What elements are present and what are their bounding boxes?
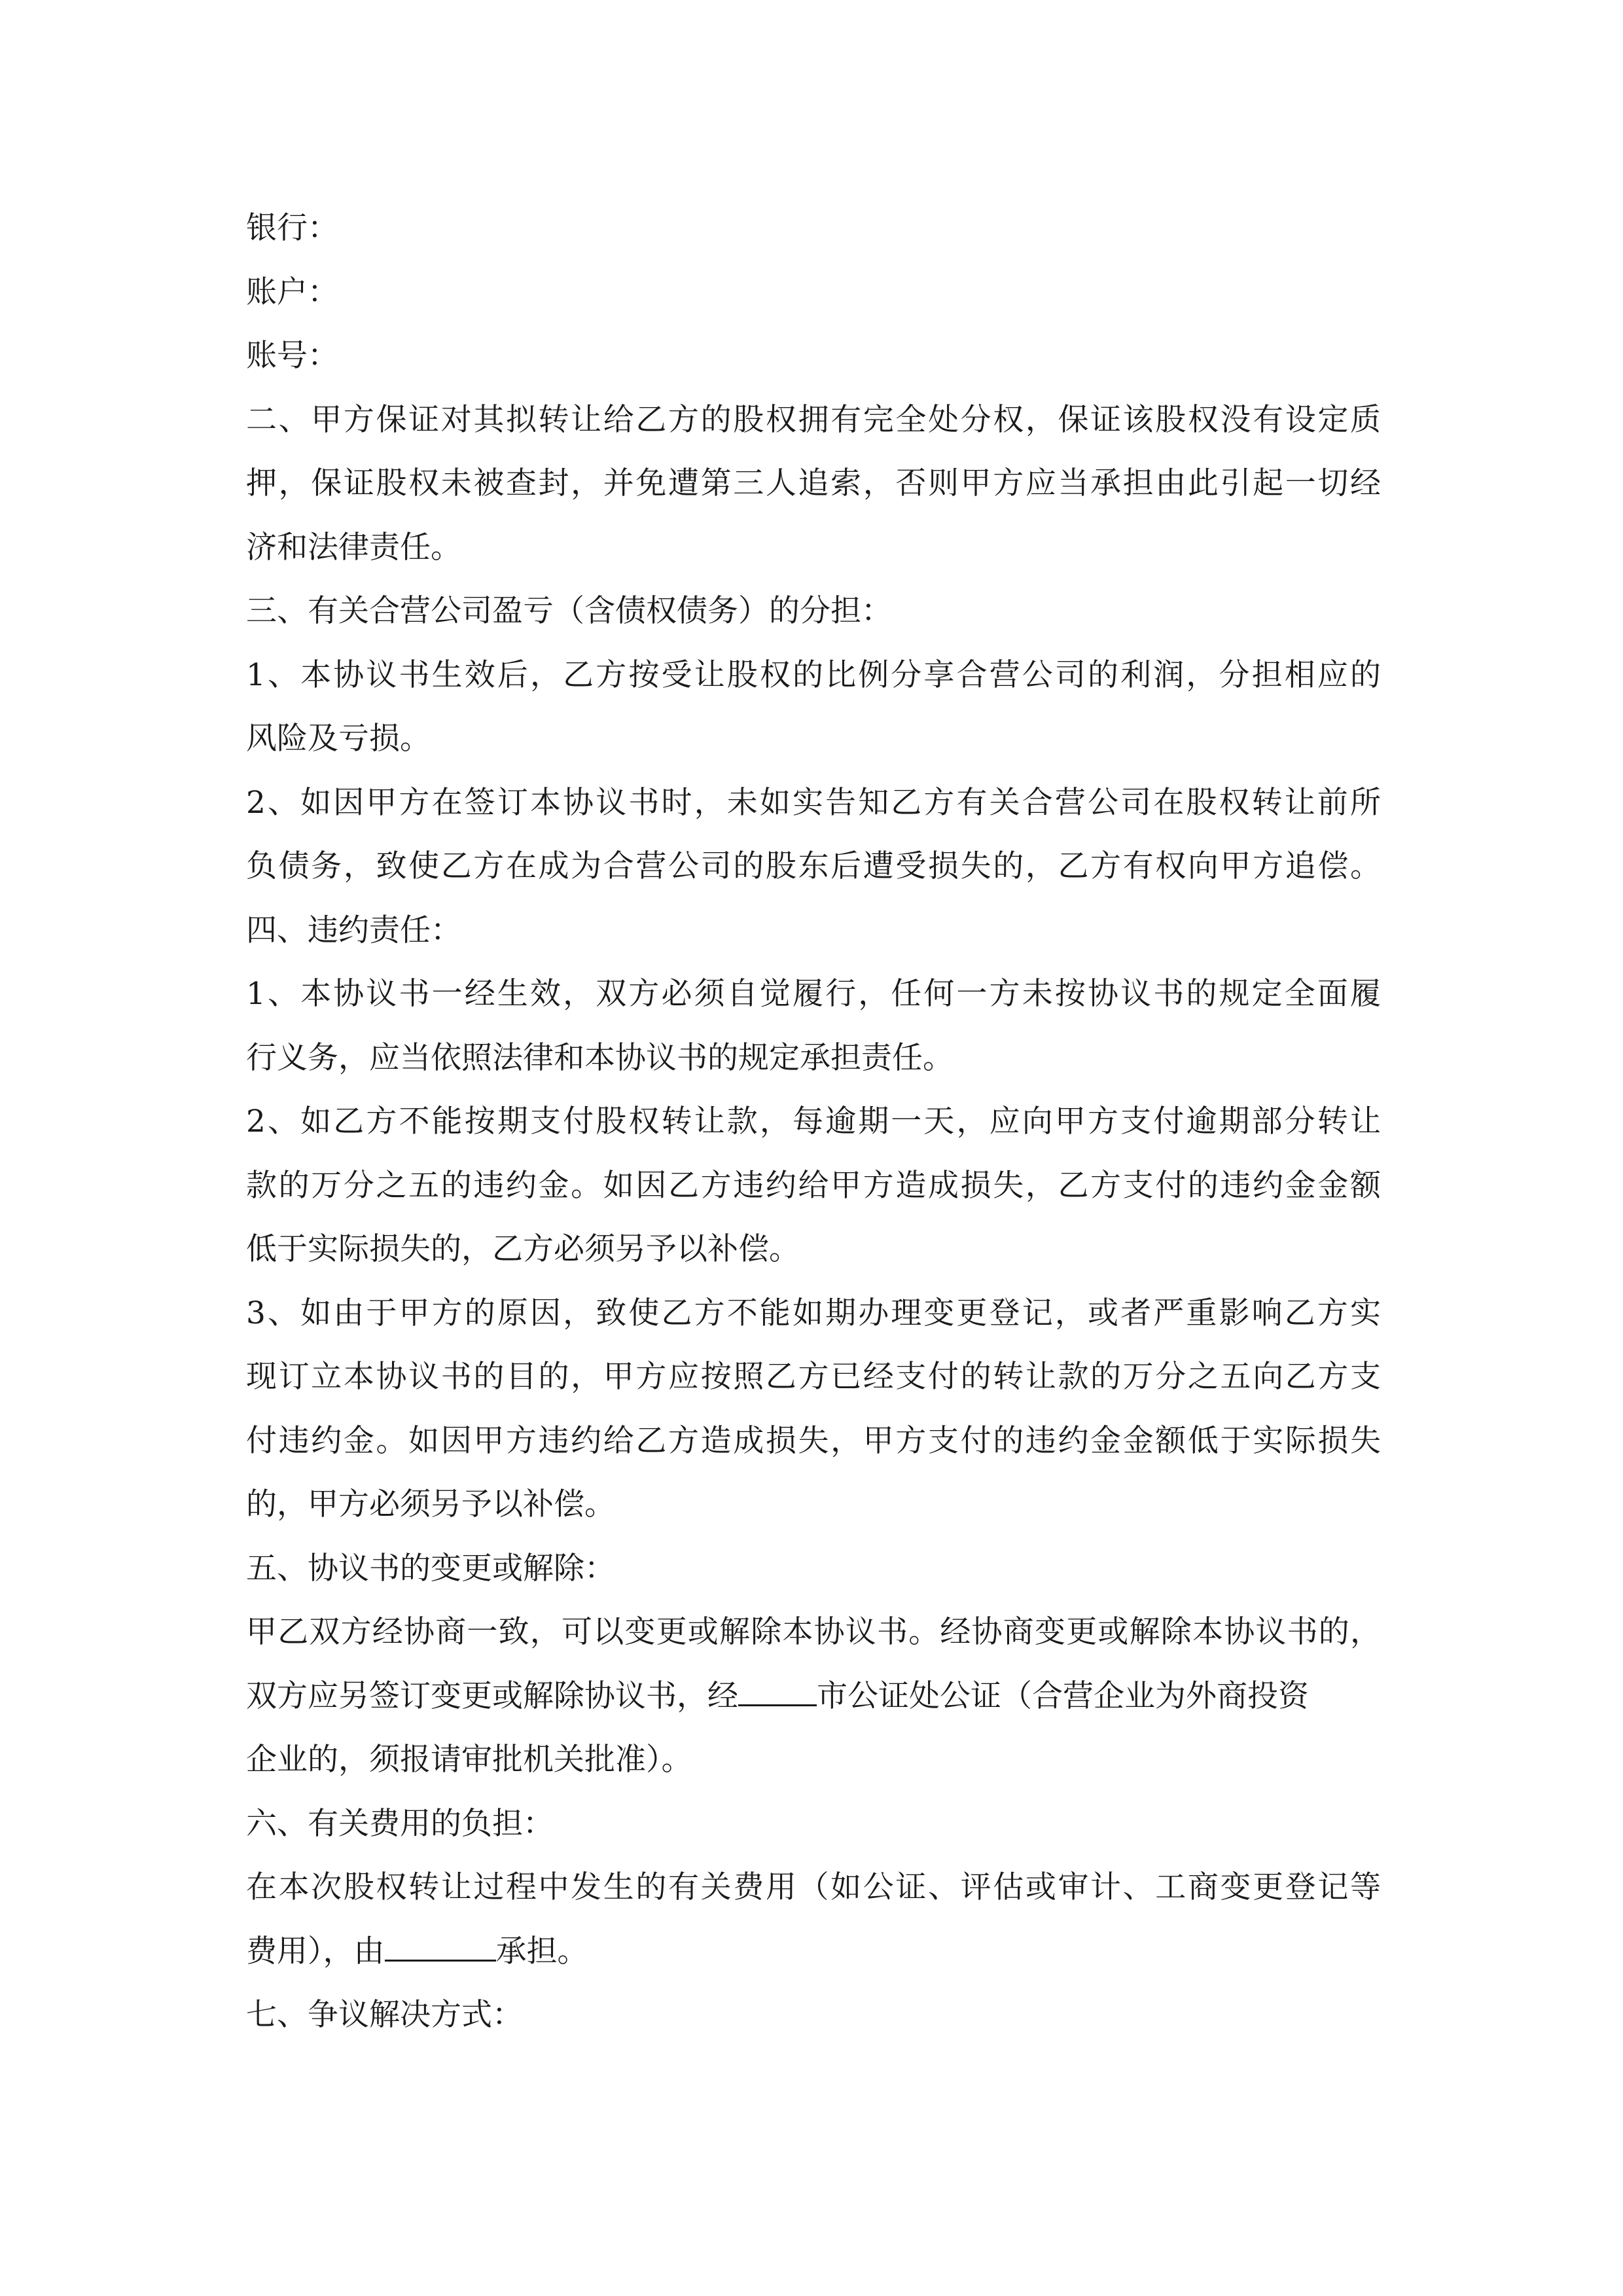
clause-4-item-3-line-1: 3、如由于甲方的原因，致使乙方不能如期办理变更登记，或者严重影响乙方实 (246, 1295, 1381, 1331)
clause-2-line-2: 押，保证股权未被查封，并免遭第三人追索，否则甲方应当承担由此引起一切经 (246, 465, 1381, 501)
clause-3-item-1-line-1: 1、本协议书生效后，乙方按受让股权的比例分享合营公司的利润，分担相应的 (246, 656, 1381, 693)
clause-4-item-1-line-1: 1、本协议书一经生效，双方必须自觉履行，任何一方未按协议书的规定全面履 (246, 976, 1381, 1012)
clause-6-line-2-after: 承担。 (495, 1933, 588, 1969)
account-name-line: 账户： (246, 274, 338, 310)
clause-3-item-1-line-2: 风险及亏损。 (246, 721, 431, 757)
clause-5-line-1: 甲乙双方经协商一致，可以变更或解除本协议书。经协商变更或解除本协议书的， (246, 1614, 1381, 1650)
clause-4-item-2-line-1: 2、如乙方不能按期支付股权转让款，每逾期一天，应向甲方支付逾期部分转让 (246, 1103, 1381, 1139)
clause-4-item-2-line-3: 低于实际损失的，乙方必须另予以补偿。 (246, 1231, 800, 1267)
clause-4-item-3-line-4: 的，甲方必须另予以补偿。 (246, 1486, 615, 1522)
clause-5-line-2-before: 双方应另签订变更或解除协议书，经 (246, 1677, 738, 1714)
clause-4-item-2-line-2: 款的万分之五的违约金。如因乙方违约给甲方造成损失，乙方支付的违约金金额 (246, 1167, 1381, 1204)
clause-4-item-3-line-3: 付违约金。如因甲方违约给乙方造成损失，甲方支付的违约金金额低于实际损失 (246, 1422, 1381, 1459)
clause-4-heading: 四、违约责任： (246, 912, 461, 948)
clause-2-line-3: 济和法律责任。 (246, 529, 461, 565)
clause-3-item-2-line-1: 2、如因甲方在签订本协议书时，未如实告知乙方有关合营公司在股权转让前所 (246, 784, 1381, 821)
clause-7-heading: 七、争议解决方式： (246, 1997, 523, 2033)
document-body (246, 196, 1381, 2047)
clause-3-item-2-line-2: 负债务，致使乙方在成为合营公司的股东后遭受损失的，乙方有权向甲方追偿。 (246, 848, 1381, 884)
clause-6-line-2-before: 费用），由 (246, 1933, 385, 1969)
clause-6-line-1: 在本次股权转让过程中发生的有关费用（如公证、评估或审计、工商变更登记等 (246, 1869, 1381, 1905)
clause-5-heading: 五、协议书的变更或解除： (246, 1550, 615, 1587)
clause-5-line-2 (246, 1664, 1381, 1729)
party-blank (385, 1933, 496, 1962)
clause-5-line-3: 企业的，须报请审批机关批准）。 (246, 1742, 692, 1778)
clause-4-item-1-line-2: 行义务，应当依照法律和本协议书的规定承担责任。 (246, 1039, 954, 1076)
bank-line: 银行： (246, 210, 338, 246)
city-blank (738, 1678, 817, 1706)
clause-2-line-1: 二、甲方保证对其拟转让给乙方的股权拥有完全处分权，保证该股权没有设定质 (246, 401, 1381, 438)
clause-4-item-3-line-2: 现订立本协议书的目的，甲方应按照乙方已经支付的转让款的万分之五向乙方支 (246, 1359, 1381, 1395)
clause-6-line-2 (246, 1920, 1381, 1984)
account-number-line: 账号： (246, 338, 338, 374)
clause-6-heading: 六、有关费用的负担： (246, 1805, 554, 1842)
clause-3-heading: 三、有关合营公司盈亏（含债权债务）的分担： (246, 593, 892, 629)
clause-5-line-2-after: 市公证处公证（合营企业为外商投资 (817, 1677, 1309, 1714)
